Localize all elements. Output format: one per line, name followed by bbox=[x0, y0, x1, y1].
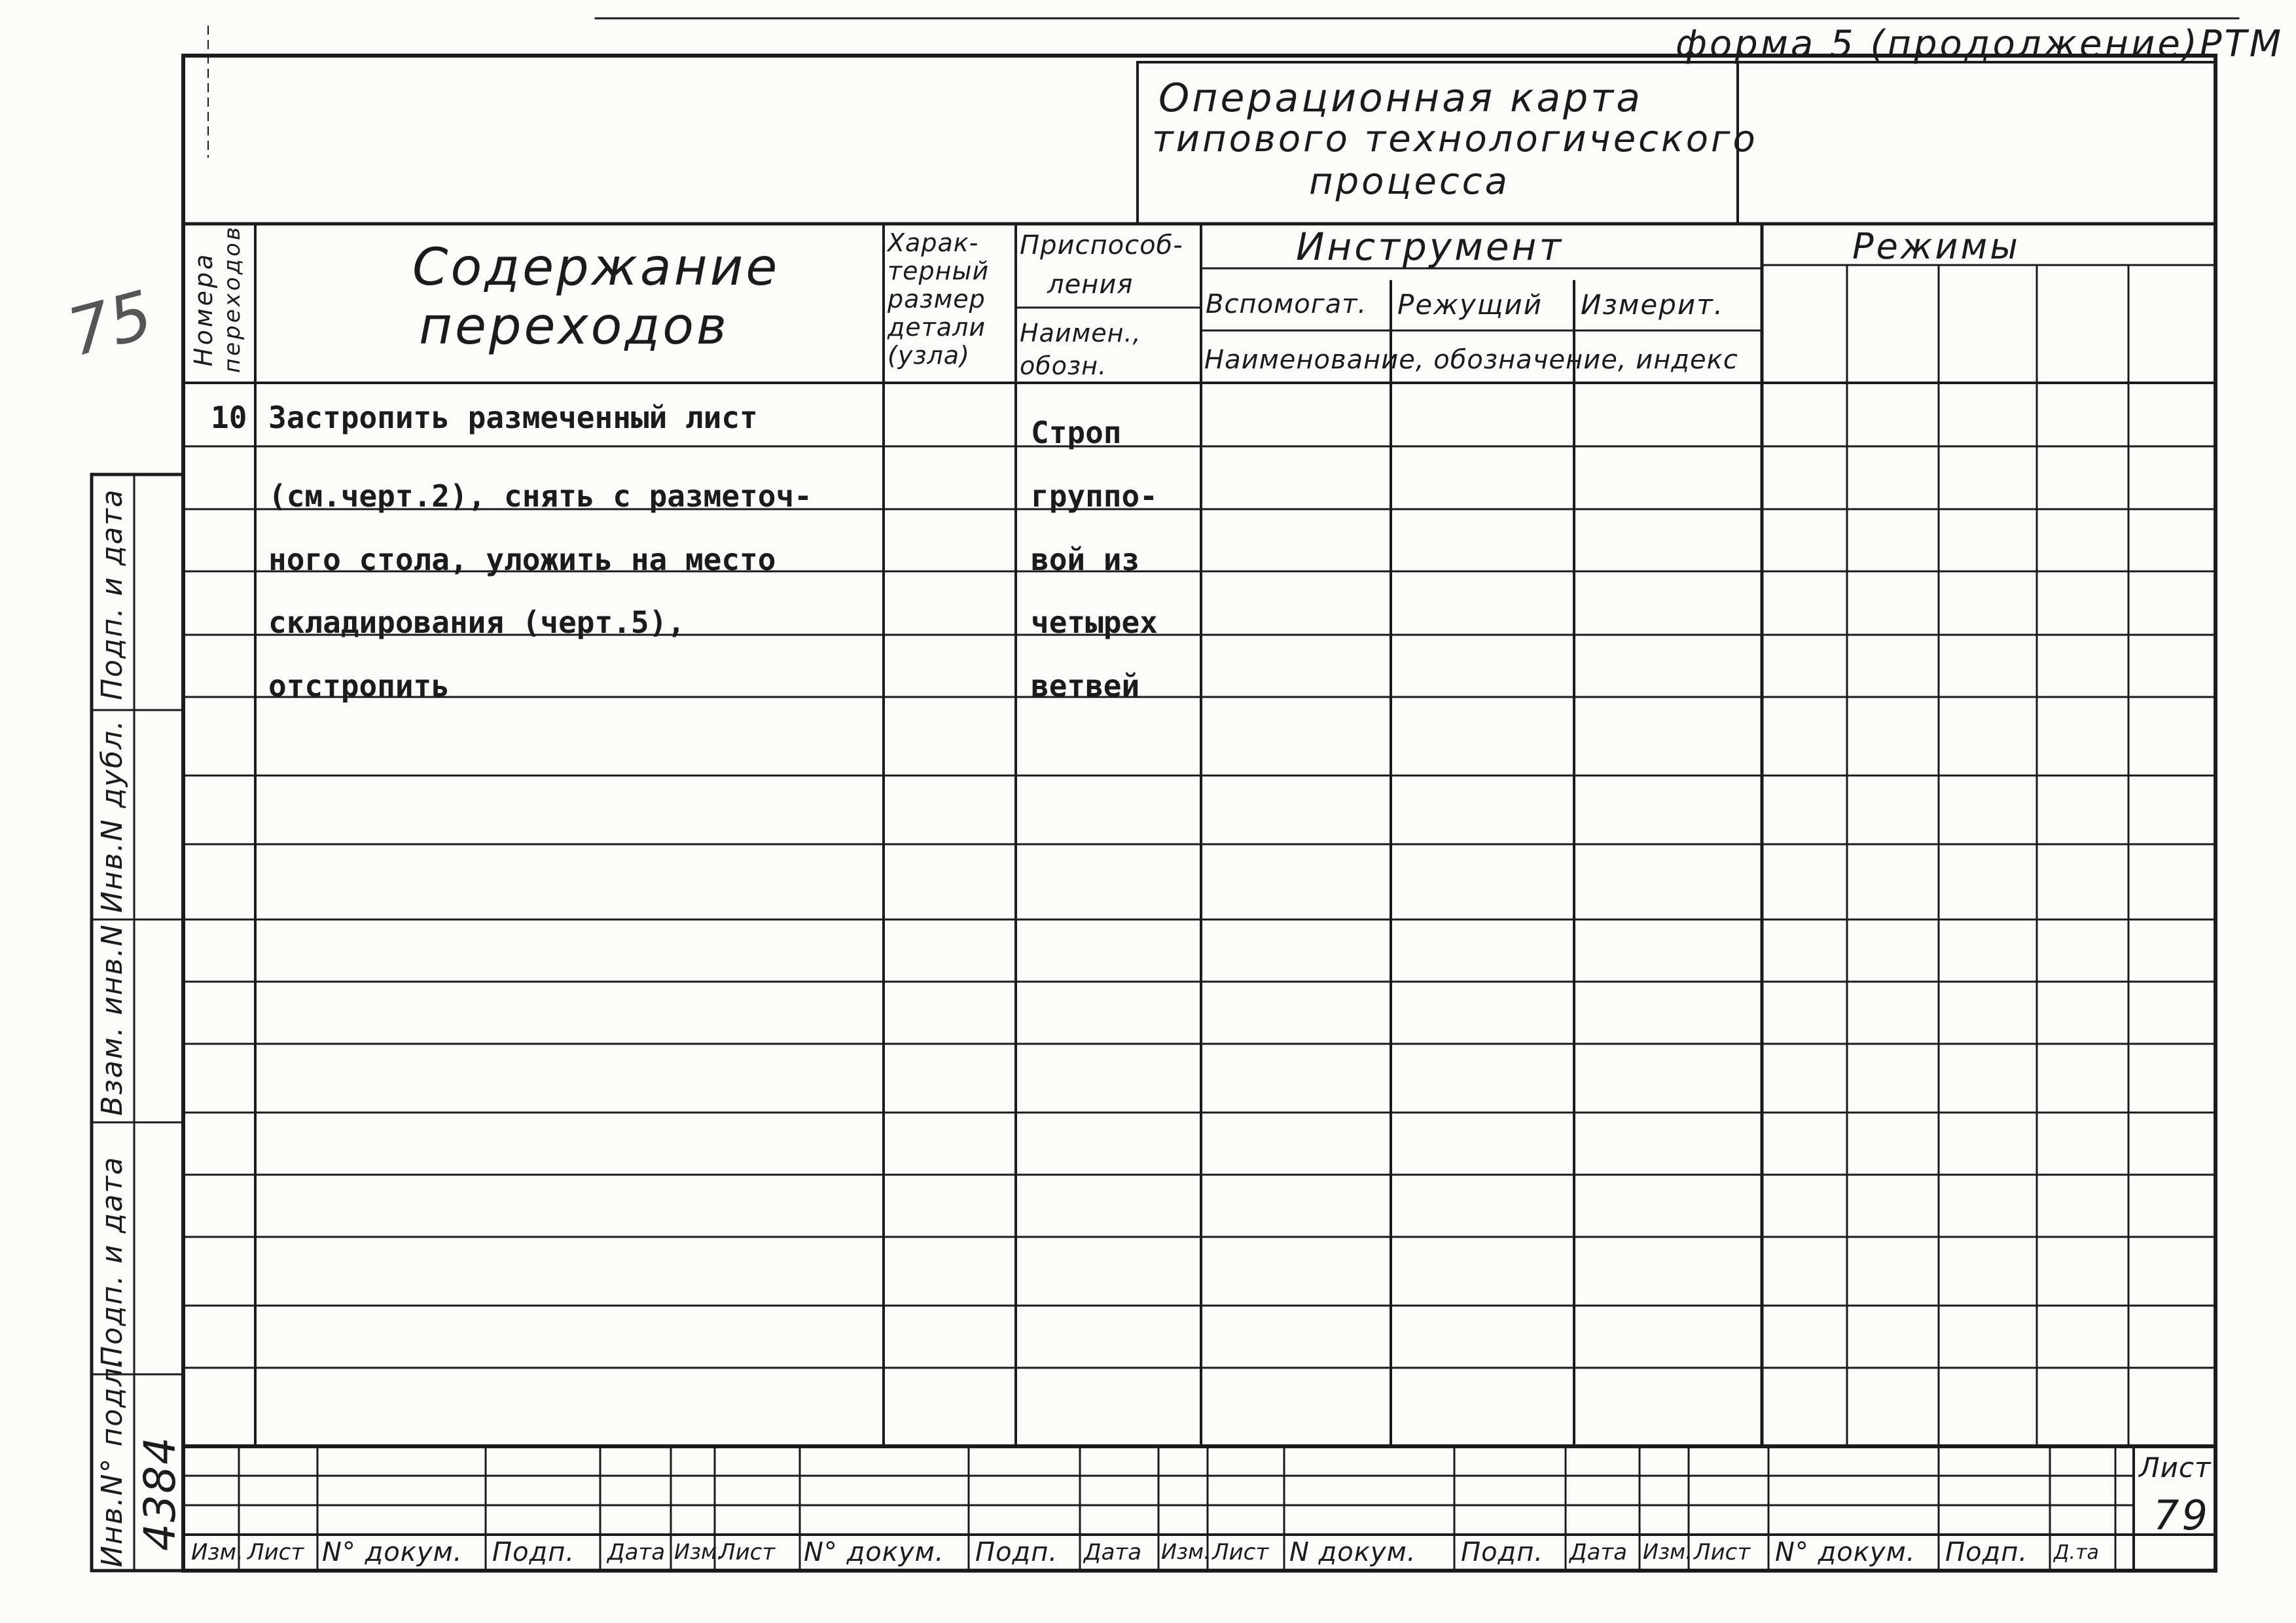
footer-label-19: Подп. bbox=[1945, 1537, 2028, 1567]
footer-label-15: Дата bbox=[1570, 1539, 1628, 1565]
title-line-3: процесса bbox=[1309, 160, 1510, 203]
column-nomera: Номера bbox=[189, 251, 218, 366]
footer-label-13: N докум. bbox=[1289, 1537, 1416, 1567]
footer-label-2: Лист bbox=[247, 1539, 304, 1565]
row-4-text: складирования (черт.5), bbox=[268, 605, 685, 640]
footer-label-17: Лист bbox=[1694, 1539, 1751, 1565]
column-size-line-3: размер bbox=[888, 285, 986, 313]
column-tool-meas: Измерит. bbox=[1581, 289, 1725, 321]
row-4-fixture: четырех bbox=[1031, 605, 1158, 640]
footer-label-12: Лист bbox=[1212, 1539, 1269, 1565]
side-inv-number: 4384 bbox=[135, 1436, 185, 1551]
row-3-text: ного стола, уложить на место bbox=[268, 542, 776, 577]
side-podp-data-top: Подп. и дата bbox=[96, 488, 129, 700]
column-fixtures-name-1: Наимен., bbox=[1020, 319, 1141, 348]
side-inv-dubl: Инв.N дубл. bbox=[96, 719, 129, 913]
row-1-fixture: Строп bbox=[1031, 415, 1122, 450]
footer-label-18: N° докум. bbox=[1775, 1537, 1916, 1567]
footer-label-20: Д.та bbox=[2054, 1541, 2099, 1564]
side-podp-data-bottom: Подп. и дата bbox=[96, 1156, 129, 1368]
sheet-label: Лист bbox=[2139, 1452, 2212, 1484]
footer-label-11: Изм. bbox=[1161, 1539, 1211, 1564]
side-vzam-inv: Взам. инв.N bbox=[96, 923, 129, 1116]
row-1-num: 10 bbox=[211, 400, 247, 435]
column-fixtures-line-2: ления bbox=[1047, 270, 1134, 300]
footer-label-3: N° докум. bbox=[322, 1537, 463, 1567]
footer-label-9: Подп. bbox=[975, 1537, 1058, 1567]
column-size-line-4: детали bbox=[888, 313, 986, 342]
footer-label-6: Изм. bbox=[674, 1539, 724, 1564]
column-tool: Инструмент bbox=[1296, 224, 1564, 269]
footer-label-10: Дата bbox=[1084, 1539, 1142, 1565]
footer-label-7: Лист bbox=[719, 1539, 776, 1565]
sheet-number: 79 bbox=[2153, 1491, 2210, 1539]
column-tool-cut: Режущий bbox=[1397, 289, 1543, 321]
footer-label-1: Изм. bbox=[191, 1539, 243, 1565]
column-fixtures-name-2: обозн. bbox=[1020, 351, 1107, 380]
title-line-2: типового технологического bbox=[1152, 118, 1758, 160]
row-1-text: Застропить размеченный лист bbox=[268, 400, 758, 435]
column-perekhodov-small: переходов bbox=[219, 224, 245, 373]
side-inv-podl: Инв.N° подл. bbox=[96, 1356, 129, 1567]
footer-label-5: Дата bbox=[607, 1539, 666, 1565]
form-label: форма 5 (продолжение)РТМ bbox=[1676, 23, 2284, 65]
column-tool-names: Наименование, обозначение, индекс bbox=[1204, 345, 1738, 375]
row-2-text: (см.черт.2), снять с разметоч- bbox=[268, 478, 812, 514]
column-modes: Режимы bbox=[1852, 226, 2020, 267]
column-content-line-1: Содержание bbox=[412, 238, 780, 297]
footer-label-4: Подп. bbox=[492, 1537, 575, 1567]
row-5-text: отстропить bbox=[268, 668, 450, 704]
column-tool-aux: Вспомогат. bbox=[1206, 289, 1367, 319]
column-size-line-1: Харак- bbox=[888, 228, 979, 257]
row-5-fixture: ветвей bbox=[1031, 668, 1140, 704]
title-line-1: Операционная карта bbox=[1158, 75, 1643, 121]
footer-label-14: Подп. bbox=[1461, 1537, 1544, 1567]
column-size-line-2: терный bbox=[888, 257, 990, 285]
row-3-fixture: вой из bbox=[1031, 542, 1140, 577]
column-size-line-5: (узла) bbox=[888, 341, 970, 370]
column-content-line-2: переходов bbox=[419, 297, 729, 356]
column-fixtures-line-1: Приспособ- bbox=[1020, 230, 1183, 260]
row-2-fixture: группо- bbox=[1031, 478, 1158, 514]
footer-label-8: N° докум. bbox=[804, 1537, 944, 1567]
margin-mark: 75 bbox=[60, 276, 161, 372]
footer-label-16: Изм. bbox=[1643, 1539, 1693, 1564]
